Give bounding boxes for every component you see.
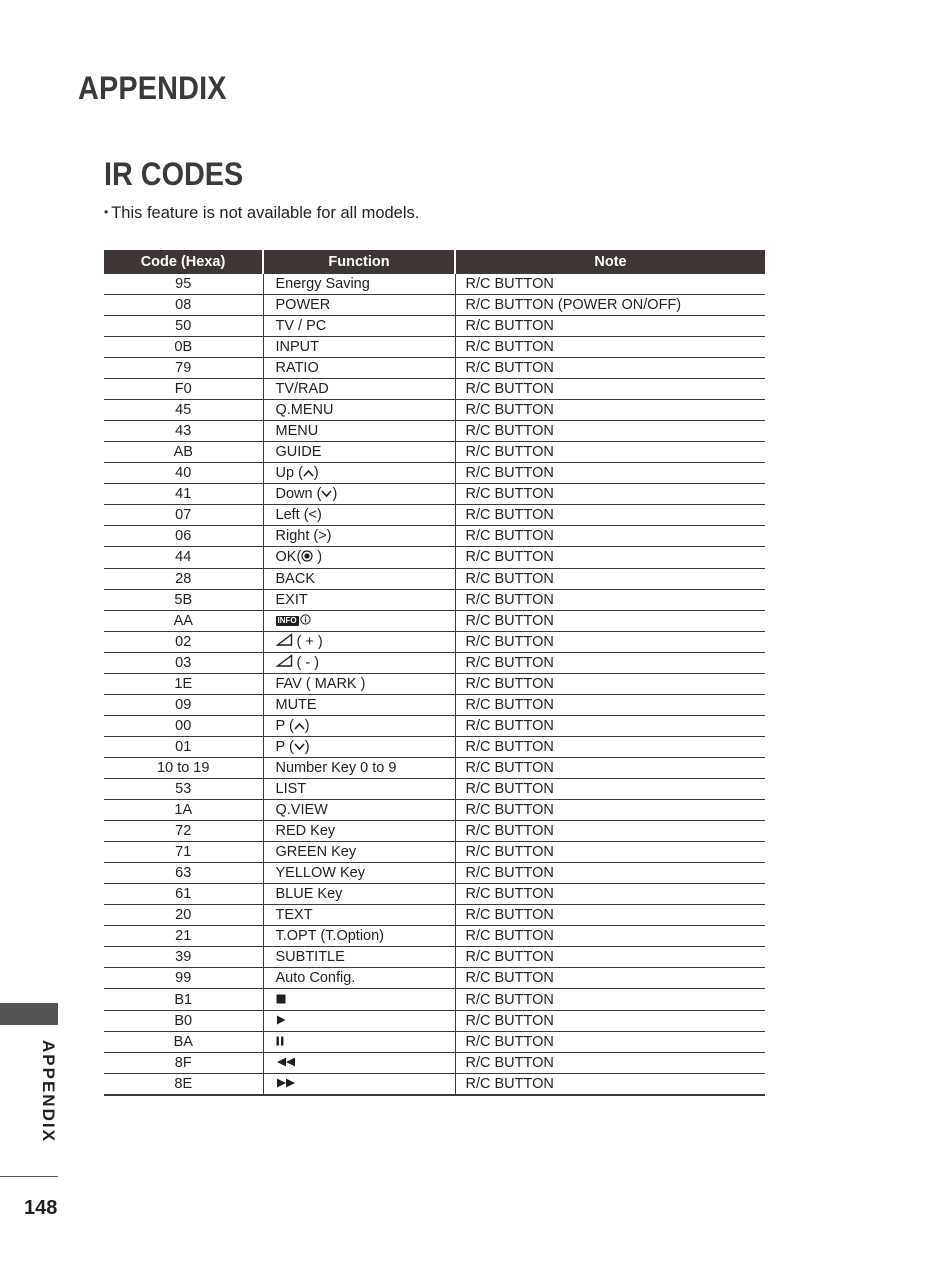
code-cell: BA [104, 1031, 263, 1052]
side-tab-marker [0, 1003, 58, 1025]
function-cell [263, 631, 455, 652]
function-label: GUIDE [275, 444, 322, 460]
function-cell [263, 463, 455, 484]
table-row [104, 905, 765, 926]
code-cell: 00 [104, 716, 263, 737]
note-cell: R/C BUTTON [455, 863, 765, 884]
table-row [104, 989, 765, 1010]
pause-icon [276, 1032, 284, 1052]
note-cell: R/C BUTTON [455, 905, 765, 926]
table-row [104, 695, 765, 716]
note-cell: R/C BUTTON [455, 1074, 765, 1096]
code-cell: 8F [104, 1052, 263, 1073]
code-cell: 41 [104, 484, 263, 505]
chevron-down-icon [294, 737, 305, 757]
note-cell: R/C BUTTON [455, 695, 765, 716]
code-cell: 45 [104, 400, 263, 421]
function-label: SUBTITLE [275, 949, 345, 966]
function-suffix: ) [313, 549, 323, 566]
table-row [104, 926, 765, 947]
volume-icon [276, 632, 293, 652]
code-cell: 0B [104, 337, 263, 358]
function-label: MENU [275, 423, 319, 439]
fast-forward-icon [276, 1074, 296, 1094]
function-cell [263, 379, 455, 400]
function-cell [263, 737, 455, 758]
table-row [104, 547, 765, 568]
function-cell [263, 1010, 455, 1031]
note-cell: R/C BUTTON [455, 821, 765, 842]
table-header-row [104, 250, 765, 274]
table-row [104, 716, 765, 737]
note-cell: R/C BUTTON [455, 337, 765, 358]
code-cell: 39 [104, 947, 263, 968]
code-cell: 07 [104, 505, 263, 526]
chevron-up-icon [303, 463, 314, 483]
code-cell: 21 [104, 926, 263, 947]
info-i-icon [300, 611, 311, 631]
note-cell: R/C BUTTON [455, 526, 765, 547]
table-row [104, 484, 765, 505]
table-row [104, 947, 765, 968]
code-cell: 63 [104, 863, 263, 884]
table-row [104, 968, 765, 989]
function-cell [263, 716, 455, 737]
function-cell [263, 674, 455, 695]
function-label: RED Key [275, 823, 336, 840]
code-cell: 06 [104, 526, 263, 547]
table-body [104, 274, 765, 1095]
function-label: Up ( [275, 465, 303, 481]
function-label: Number Key 0 to 9 [275, 760, 397, 777]
table-row [104, 295, 765, 316]
code-cell: 72 [104, 821, 263, 842]
availability-note [104, 204, 419, 223]
note-cell: R/C BUTTON [455, 316, 765, 337]
function-cell [263, 316, 455, 337]
note-cell: R/C BUTTON [455, 484, 765, 505]
function-suffix: ) [332, 486, 338, 503]
note-cell: R/C BUTTON [455, 568, 765, 589]
table-row [104, 758, 765, 779]
table-row [104, 821, 765, 842]
table-row [104, 400, 765, 421]
code-cell: 02 [104, 631, 263, 652]
table-row [104, 884, 765, 905]
table-row [104, 863, 765, 884]
function-cell [263, 800, 455, 821]
info-button-icon [276, 611, 311, 631]
note-cell: R/C BUTTON [455, 989, 765, 1010]
volume-icon [276, 653, 293, 673]
function-label: Energy Saving [275, 276, 370, 292]
column-header-function: Function [263, 250, 455, 274]
code-cell: 20 [104, 905, 263, 926]
info-badge: INFO [277, 615, 297, 625]
table-row [104, 463, 765, 484]
note-cell: R/C BUTTON [455, 758, 765, 779]
function-cell [263, 1052, 455, 1073]
function-cell [263, 526, 455, 547]
table-row [104, 1074, 765, 1096]
code-cell: 53 [104, 779, 263, 800]
code-cell: 43 [104, 421, 263, 442]
function-label: TV / PC [275, 318, 327, 334]
side-section-label: APPENDIX [39, 1040, 58, 1143]
rewind-icon [276, 1053, 296, 1073]
function-cell [263, 547, 455, 568]
table-row [104, 379, 765, 400]
function-label: TV/RAD [275, 381, 329, 397]
note-cell: R/C BUTTON [455, 968, 765, 989]
function-label: OK( [275, 549, 302, 566]
function-label: Down ( [275, 486, 322, 503]
code-cell: 1A [104, 800, 263, 821]
function-label: YELLOW Key [275, 865, 365, 882]
table-row [104, 274, 765, 295]
function-cell [263, 1031, 455, 1052]
function-suffix: ( + ) [292, 633, 323, 650]
function-label: P ( [275, 739, 294, 756]
function-label: Auto Config. [275, 970, 356, 987]
note-cell: R/C BUTTON [455, 547, 765, 568]
note-cell: R/C BUTTON [455, 358, 765, 379]
function-cell [263, 442, 455, 463]
note-cell: R/C BUTTON [455, 463, 765, 484]
function-cell [263, 779, 455, 800]
stop-icon [276, 990, 286, 1010]
note-cell: R/C BUTTON [455, 737, 765, 758]
code-cell: 01 [104, 737, 263, 758]
code-cell: 09 [104, 695, 263, 716]
function-label: RATIO [275, 360, 319, 376]
note-cell: R/C BUTTON [455, 589, 765, 610]
table-row [104, 1031, 765, 1052]
function-cell [263, 947, 455, 968]
function-cell [263, 968, 455, 989]
function-cell [263, 274, 455, 295]
function-label: TEXT [275, 907, 313, 924]
function-label: GREEN Key [275, 844, 357, 861]
function-cell [263, 337, 455, 358]
code-cell: F0 [104, 379, 263, 400]
note-cell: R/C BUTTON [455, 379, 765, 400]
function-label: FAV ( MARK ) [275, 676, 366, 693]
function-label: POWER [275, 297, 331, 313]
column-header-code: Code (Hexa) [104, 250, 263, 274]
table-row [104, 442, 765, 463]
note-cell: R/C BUTTON [455, 842, 765, 863]
function-cell [263, 295, 455, 316]
table-row [104, 652, 765, 673]
code-cell: 03 [104, 652, 263, 673]
table-row [104, 674, 765, 695]
code-cell: 8E [104, 1074, 263, 1096]
availability-note-text: This feature is not available for all models. [111, 204, 420, 222]
note-cell: R/C BUTTON [455, 1010, 765, 1031]
function-label: EXIT [275, 591, 308, 608]
note-cell: R/C BUTTON [455, 1052, 765, 1073]
note-cell: R/C BUTTON [455, 442, 765, 463]
function-label: Q.VIEW [275, 802, 328, 819]
function-cell [263, 610, 455, 631]
table-row [104, 800, 765, 821]
function-cell [263, 400, 455, 421]
function-cell [263, 505, 455, 526]
note-cell: R/C BUTTON [455, 631, 765, 652]
function-cell [263, 989, 455, 1010]
function-suffix: ) [304, 718, 310, 735]
function-label: Right (>) [275, 528, 332, 545]
table-row [104, 316, 765, 337]
function-label: BACK [275, 570, 315, 587]
function-cell [263, 1074, 455, 1096]
table-row [104, 737, 765, 758]
note-cell: R/C BUTTON [455, 779, 765, 800]
note-cell: R/C BUTTON [455, 610, 765, 631]
table-row [104, 1052, 765, 1073]
note-cell: R/C BUTTON [455, 652, 765, 673]
ok-circle-icon [301, 548, 313, 568]
function-cell [263, 695, 455, 716]
function-cell [263, 484, 455, 505]
function-cell [263, 758, 455, 779]
code-cell: B0 [104, 1010, 263, 1031]
code-cell: 5B [104, 589, 263, 610]
chevron-down-icon [321, 484, 332, 504]
code-cell: 61 [104, 884, 263, 905]
page-number: 148 [24, 1197, 58, 1219]
page-title: IR CODES [104, 156, 244, 192]
code-cell: 08 [104, 295, 263, 316]
code-cell: 1E [104, 674, 263, 695]
function-cell [263, 821, 455, 842]
function-cell [263, 589, 455, 610]
function-label: LIST [275, 781, 307, 798]
function-cell [263, 421, 455, 442]
function-cell [263, 652, 455, 673]
function-label: INPUT [275, 339, 319, 355]
table-row [104, 526, 765, 547]
function-label: T.OPT (T.Option) [275, 928, 385, 945]
code-cell: 28 [104, 568, 263, 589]
note-cell: R/C BUTTON [455, 400, 765, 421]
note-cell: R/C BUTTON [455, 421, 765, 442]
code-cell: AA [104, 610, 263, 631]
function-suffix: ) [313, 465, 319, 481]
function-cell [263, 884, 455, 905]
function-cell [263, 926, 455, 947]
note-cell: R/C BUTTON (POWER ON/OFF) [455, 295, 765, 316]
table-row [104, 779, 765, 800]
function-cell [263, 842, 455, 863]
note-cell: R/C BUTTON [455, 274, 765, 295]
page-number-rule [0, 1176, 58, 1177]
code-cell: 50 [104, 316, 263, 337]
function-label: P ( [275, 718, 294, 735]
function-suffix: ( - ) [292, 654, 320, 671]
function-label: BLUE Key [275, 886, 343, 903]
table-row [104, 358, 765, 379]
note-cell: R/C BUTTON [455, 800, 765, 821]
table-row [104, 631, 765, 652]
code-cell: 99 [104, 968, 263, 989]
table-row [104, 505, 765, 526]
note-cell: R/C BUTTON [455, 947, 765, 968]
bullet-icon: • [104, 205, 109, 219]
code-cell: 79 [104, 358, 263, 379]
table-row [104, 568, 765, 589]
code-cell: B1 [104, 989, 263, 1010]
function-cell [263, 568, 455, 589]
note-cell: R/C BUTTON [455, 884, 765, 905]
function-cell [263, 358, 455, 379]
function-label: Left (<) [275, 507, 322, 524]
table-row [104, 337, 765, 358]
function-cell [263, 905, 455, 926]
code-cell: AB [104, 442, 263, 463]
table-row [104, 421, 765, 442]
code-cell: 44 [104, 547, 263, 568]
ir-codes-table [104, 250, 765, 1096]
function-label: MUTE [275, 697, 317, 714]
note-cell: R/C BUTTON [455, 716, 765, 737]
table-row [104, 610, 765, 631]
note-cell: R/C BUTTON [455, 505, 765, 526]
function-suffix: ) [304, 739, 310, 756]
column-header-note: Note [455, 250, 765, 274]
section-title: APPENDIX [78, 70, 227, 106]
function-cell [263, 863, 455, 884]
table-row [104, 1010, 765, 1031]
function-label: Q.MENU [275, 402, 334, 418]
table-row [104, 589, 765, 610]
note-cell: R/C BUTTON [455, 1031, 765, 1052]
note-cell: R/C BUTTON [455, 674, 765, 695]
play-icon [276, 1011, 286, 1031]
code-cell: 40 [104, 463, 263, 484]
code-cell: 10 to 19 [104, 758, 263, 779]
code-cell: 95 [104, 274, 263, 295]
code-cell: 71 [104, 842, 263, 863]
table-row [104, 842, 765, 863]
chevron-up-icon [294, 716, 305, 736]
note-cell: R/C BUTTON [455, 926, 765, 947]
